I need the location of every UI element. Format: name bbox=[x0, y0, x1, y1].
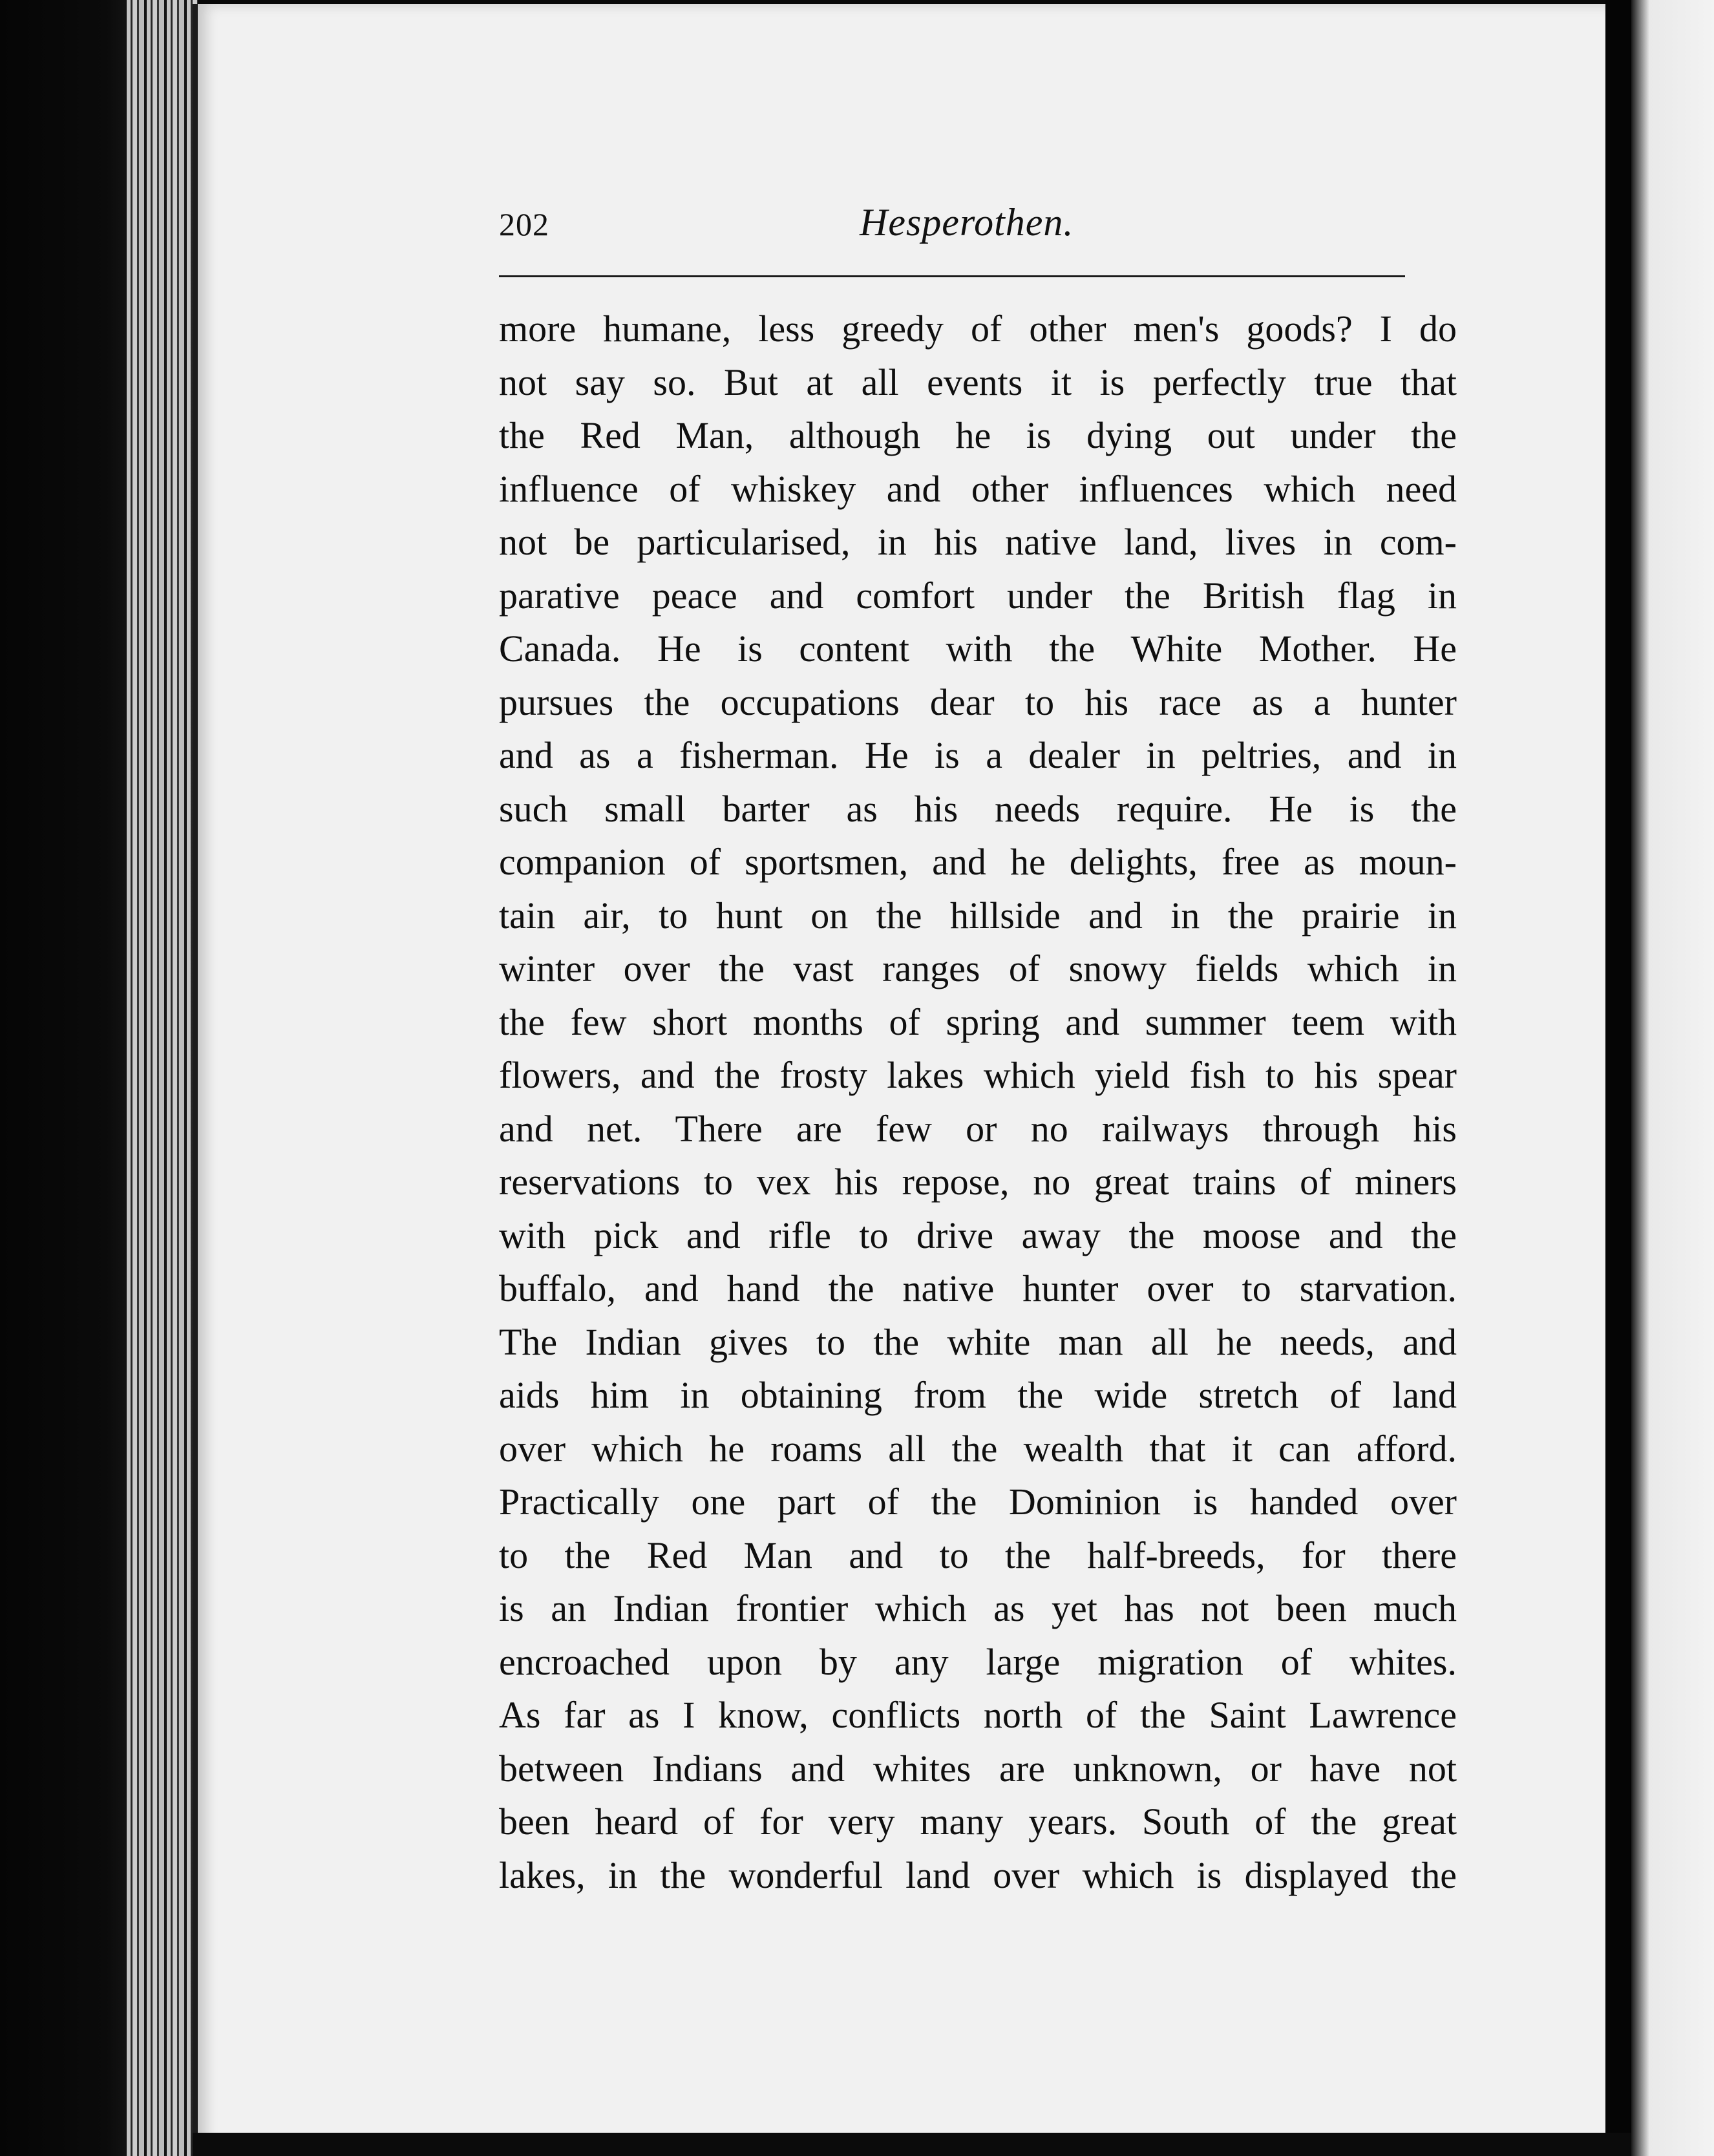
text-line: encroached upon by any large migration of whites. bbox=[499, 1640, 1457, 1683]
text-line: not be particularised, in his native land, lives in com- bbox=[499, 521, 1457, 563]
text-line: The Indian gives to the white man all he needs, and bbox=[499, 1320, 1457, 1363]
text-line: Canada. He is content with the White Mother. He bbox=[499, 628, 1457, 670]
text-line: flowers, and the frosty lakes which yield fish to his spear bbox=[499, 1054, 1457, 1096]
text-line: buffalo, and hand the native hunter over to starvation. bbox=[499, 1267, 1457, 1309]
text-line: Practically one part of the Dominion is handed over bbox=[499, 1481, 1457, 1523]
text-line: more humane, less greedy of other men's goods? I do bbox=[499, 308, 1457, 350]
page-number: 202 bbox=[499, 206, 549, 242]
header-rule bbox=[499, 275, 1405, 277]
next-page-edge bbox=[1631, 0, 1714, 2156]
text-line: the few short months of spring and summer teem with bbox=[499, 1000, 1457, 1043]
running-title: Hesperothen. bbox=[860, 201, 1074, 244]
text-line: with pick and rifle to drive away the moose and the bbox=[499, 1214, 1457, 1256]
text-line: to the Red Man and to the half-breeds, for there bbox=[499, 1534, 1457, 1576]
text-line: As far as I know, conflicts north of the Saint Lawrence bbox=[499, 1694, 1457, 1736]
text-line: tain air, to hunt on the hillside and in the prairie in bbox=[499, 894, 1457, 936]
text-line: over which he roams all the wealth that it can afford. bbox=[499, 1427, 1457, 1470]
body-text bbox=[499, 302, 1457, 1902]
text-line: companion of sportsmen, and he delights, free as moun- bbox=[499, 841, 1457, 883]
text-line: influence of whiskey and other influences which need bbox=[499, 467, 1457, 510]
text-line: lakes, in the wonderful land over which is displayed the bbox=[499, 1854, 1457, 1896]
bottom-edge bbox=[193, 2133, 1631, 2156]
text-line: is an Indian frontier which as yet has not been much bbox=[499, 1587, 1457, 1629]
text-line: winter over the vast ranges of snowy fields which in bbox=[499, 947, 1457, 989]
text-line: parative peace and comfort under the British flag in bbox=[499, 574, 1457, 617]
text-line: such small barter as his needs require. He is the bbox=[499, 787, 1457, 830]
text-line: pursues the occupations dear to his race as a hunter bbox=[499, 681, 1457, 723]
text-line: aids him in obtaining from the wide stretch of land bbox=[499, 1374, 1457, 1416]
text-line: between Indians and whites are unknown, or have not bbox=[499, 1747, 1457, 1790]
page-edges bbox=[127, 0, 198, 2156]
text-line: reservations to vex his repose, no great trains of miners bbox=[499, 1161, 1457, 1203]
gutter-shadow bbox=[1605, 0, 1631, 2156]
text-line: and as a fisherman. He is a dealer in peltries, and in bbox=[499, 734, 1457, 776]
text-line: the Red Man, although he is dying out under the bbox=[499, 414, 1457, 456]
text-line: been heard of for very many years. South of the great bbox=[499, 1801, 1457, 1843]
text-line: and net. There are few or no railways through his bbox=[499, 1107, 1457, 1150]
text-line: not say so. But at all events it is perfectly true that bbox=[499, 361, 1457, 403]
